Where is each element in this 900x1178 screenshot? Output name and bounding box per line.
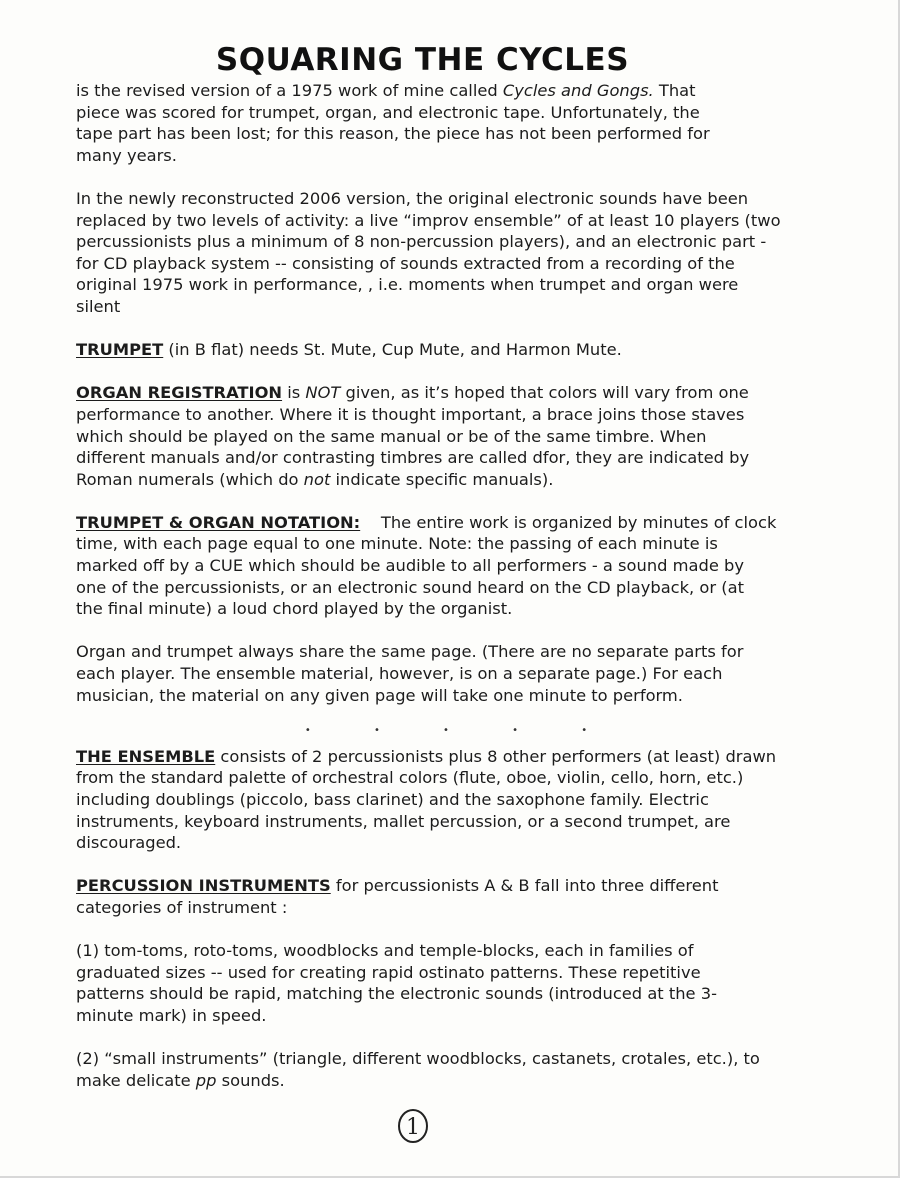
share-paragraph xyxy=(76,641,876,706)
page-number-handwritten xyxy=(397,1107,429,1145)
percussion-line-2: categories of instrument : xyxy=(76,897,288,917)
reconstructed-line: In the newly reconstructed 2006 version, the original electronic sounds have been xyxy=(76,188,749,208)
intro-line-4: many years. xyxy=(76,145,177,165)
trumpet-text: (in B flat) needs St. Mute, Cup Mute, and Harmon Mute. xyxy=(163,340,622,360)
category-1-line: (1) tom-toms, roto-toms, woodblocks and temple-blocks, each in families of xyxy=(76,941,694,961)
category-1-line: patterns should be rapid, matching the electronic sounds (introduced at the 3- xyxy=(76,984,717,1004)
category-1-line: graduated sizes -- used for creating rapid ostinato patterns. These repetitive xyxy=(76,962,701,982)
organ-line-4: different manuals and/or contrasting timbres are called dfor, they are indicated by xyxy=(76,448,750,468)
trumpet-line xyxy=(76,339,876,361)
organ-line-3: which should be played on the same manual or be of the same timbre. When xyxy=(76,426,707,446)
category-1-line: minute mark) in speed. xyxy=(76,1005,267,1025)
work-title: Cycles and Gongs. xyxy=(502,81,654,100)
share-line: each player. The ensemble material, however, is on a separate page.) For each xyxy=(76,664,723,684)
intro-paragraph xyxy=(76,80,876,166)
notation-line-2: time, with each page equal to one minute. Note: the passing of each minute is xyxy=(76,534,718,554)
organ-emphasis: NOT xyxy=(305,383,341,403)
organ-text: Roman numerals (which do xyxy=(76,469,304,489)
reconstructed-line: original 1975 work in performance, , i.e. moments when trumpet and organ were xyxy=(76,275,739,295)
notation-text: The entire work is organized by minutes of clock xyxy=(360,512,777,532)
page-number-text: 1 xyxy=(406,1115,420,1140)
ensemble-line-4: instruments, keyboard instruments, mallet percussion, or a second trumpet, are xyxy=(76,811,731,831)
notation-line-4: one of the percussionists, or an electronic sound heard on the CD playback, or (at xyxy=(76,577,744,597)
notation-line-3: marked off by a CUE which should be audible to all performers - a sound made by xyxy=(76,556,744,576)
ensemble-line-3: including doublings (piccolo, bass clarinet) and the saxophone family. Electric xyxy=(76,790,709,809)
percussion-paragraph xyxy=(76,875,876,918)
organ-paragraph xyxy=(76,382,876,490)
trumpet-heading: TRUMPET xyxy=(76,340,164,360)
notation-heading: TRUMPET & ORGAN NOTATION: xyxy=(76,512,361,532)
notation-line-1 xyxy=(76,512,876,534)
intro-text: is the revised version of a 1975 work of mine called xyxy=(76,81,503,100)
intro-line-3: tape part has been lost; for this reason, the piece has not been performed for xyxy=(76,124,710,144)
category-2-text: make delicate xyxy=(76,1070,196,1090)
share-line: musician, the material on any given page will take one minute to perform. xyxy=(76,685,683,705)
category-2-line-1: (2) “small instruments” (triangle, different woodblocks, castanets, crotales, etc.), to xyxy=(76,1049,760,1069)
intro-line-1 xyxy=(76,80,876,102)
organ-emphasis: not xyxy=(303,469,331,489)
category-2-text: sounds. xyxy=(216,1070,285,1090)
organ-line-1 xyxy=(76,382,876,404)
ensemble-heading: THE ENSEMBLE xyxy=(76,746,216,766)
organ-text: is xyxy=(282,383,306,403)
reconstructed-line: percussionists plus a minimum of 8 non-percussion players), and an electronic part - xyxy=(76,232,767,252)
ensemble-paragraph xyxy=(76,746,876,854)
reconstructed-paragraph xyxy=(76,188,876,318)
ensemble-line-1 xyxy=(76,746,876,768)
percussion-text: for percussionists A & B fall into three different xyxy=(330,876,719,896)
intro-text: That xyxy=(653,81,696,100)
page-title: SQUARING THE CYCLES xyxy=(215,42,630,78)
organ-line-2: performance to another. Where it is thought important, a brace joins those staves xyxy=(76,404,745,424)
intro-line-2: piece was scored for trumpet, organ, and electronic tape. Unfortunately, the xyxy=(76,102,700,122)
organ-text: given, as it’s hoped that colors will vary from one xyxy=(340,383,749,403)
reconstructed-line: silent xyxy=(76,296,121,316)
organ-heading: ORGAN REGISTRATION xyxy=(76,383,283,403)
ensemble-text: consists of 2 percussionists plus 8 other performers (at least) drawn xyxy=(215,746,777,766)
dynamic-marking: pp xyxy=(195,1070,217,1090)
category-1-paragraph xyxy=(76,940,876,1026)
reconstructed-line: for CD playback system -- consisting of sounds extracted from a recording of the xyxy=(76,253,735,273)
trumpet-paragraph xyxy=(76,339,876,361)
category-2-paragraph xyxy=(76,1048,876,1091)
reconstructed-line: replaced by two levels of activity: a live “improv ensemble” of at least 10 players (two xyxy=(76,210,781,230)
document-body xyxy=(76,80,876,1113)
organ-line-5 xyxy=(76,469,876,491)
organ-text: indicate specific manuals). xyxy=(330,469,554,489)
section-separator: • • • • • xyxy=(304,724,618,736)
share-line: Organ and trumpet always share the same page. (There are no separate parts for xyxy=(76,642,744,662)
percussion-heading: PERCUSSION INSTRUMENTS xyxy=(76,876,331,896)
notation-line-5: the final minute) a loud chord played by the organist. xyxy=(76,599,513,619)
ensemble-line-5: discouraged. xyxy=(76,833,182,853)
ensemble-line-2: from the standard palette of orchestral colors (flute, oboe, violin, cello, horn, etc.) xyxy=(76,768,744,788)
notation-paragraph xyxy=(76,512,876,620)
category-2-line-2 xyxy=(76,1070,876,1092)
percussion-line-1 xyxy=(76,875,876,897)
